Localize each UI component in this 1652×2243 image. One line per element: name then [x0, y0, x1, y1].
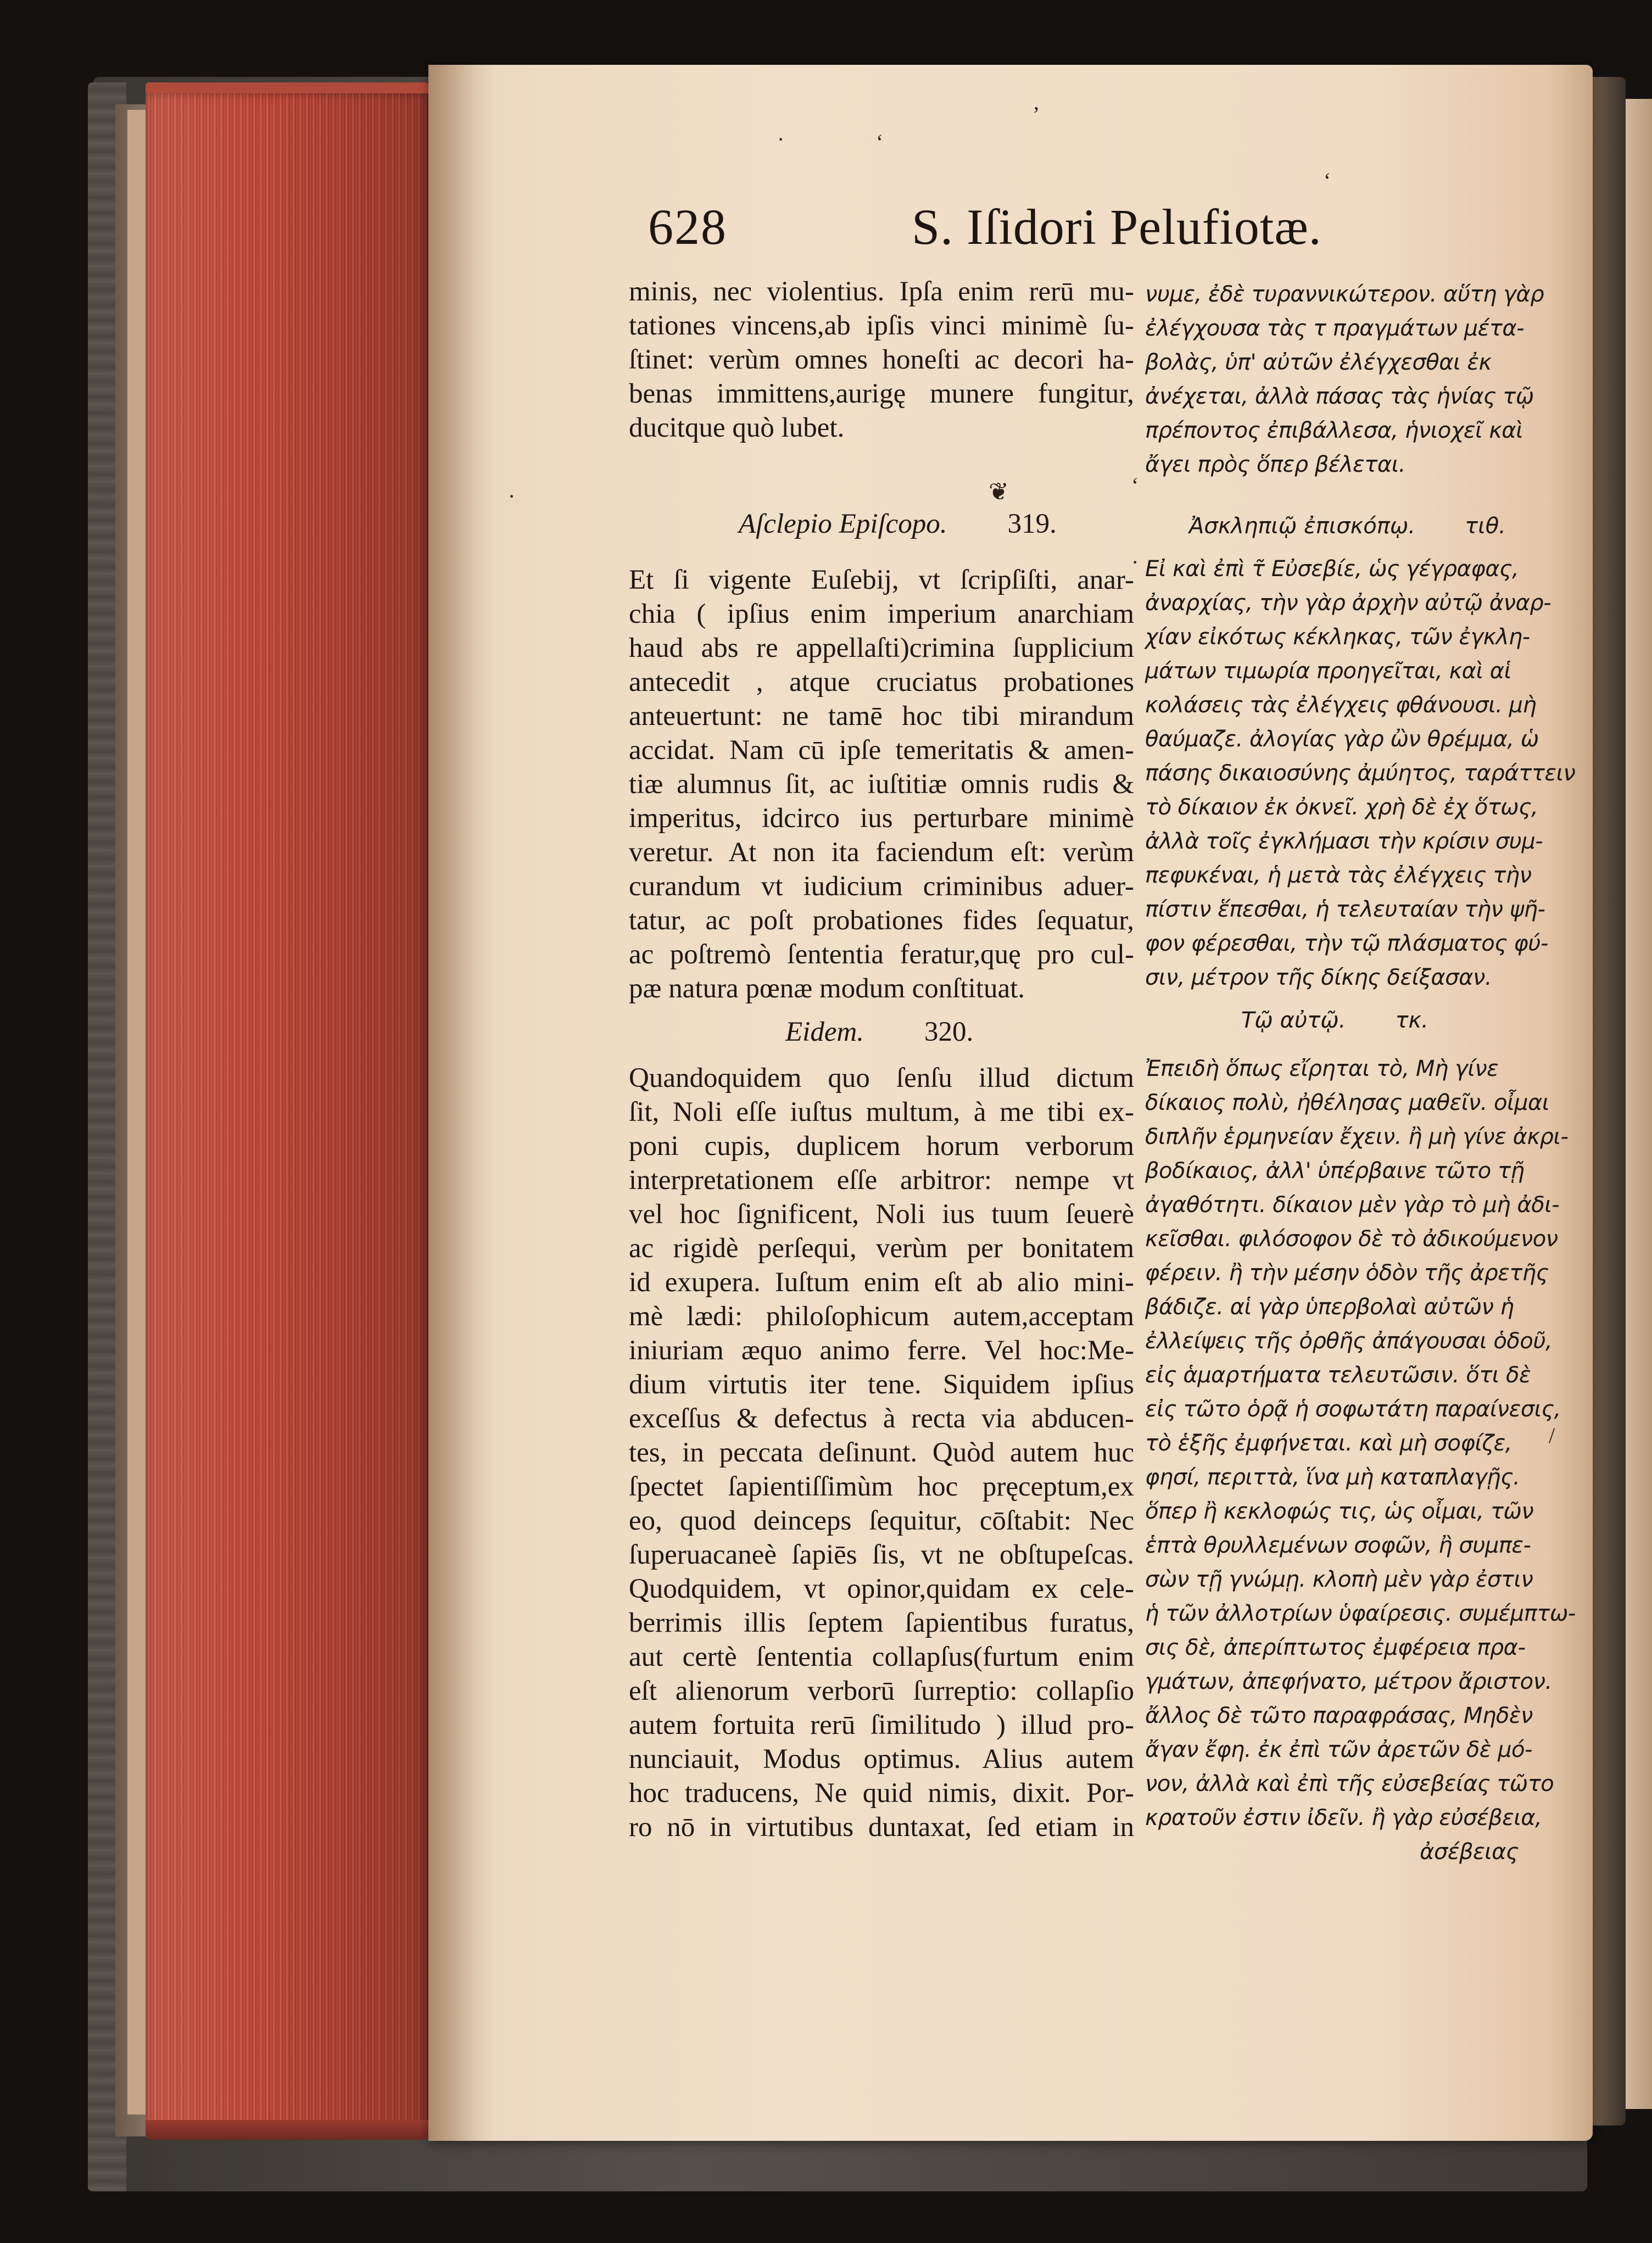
text-line: μάτων τιμωρία προηγεῖται, καὶ αἱ	[1145, 659, 1511, 684]
text-line: ὅπερ ἢ κεκλοφώς τις, ὡς οἶμαι, τῶν	[1145, 1499, 1534, 1524]
letter-number: 320.	[924, 1017, 974, 1047]
text-line: ἀναρχίας, τὴν γὰρ ἀρχὴν αὐτῷ ἀναρ-	[1145, 590, 1551, 616]
text-line: iniuriam æquo animo ferre. Vel hoc:Me-	[629, 1335, 1134, 1366]
text-line: ſuperuacaneè ſapiēs ſis, vt ne obſtupeſcas.	[629, 1539, 1134, 1570]
text-line: φησί, περιττὰ, ἵνα μὴ καταπλαγῇς.	[1145, 1465, 1520, 1490]
text-line: ſtinet: verùm omnes honeſti ac decori ha-	[629, 344, 1134, 375]
greek-letter-319	[1145, 552, 1576, 995]
ink-speck: ʻ	[876, 130, 884, 154]
running-head	[648, 198, 1362, 269]
letter-320-heading-greek	[1241, 1008, 1428, 1033]
text-line: κεῖσθαι. φιλόσοφον δὲ τὸ ἀδικούμενον	[1145, 1226, 1558, 1252]
greek-intro-paragraph	[1145, 277, 1544, 482]
text-line: εἰς ἁμαρτήματα τελευτῶσιν. ὅτι δὲ	[1145, 1363, 1531, 1388]
text-line: autem fortuita rerū ſimilitudo ) illud pro-	[629, 1710, 1134, 1740]
text-line: tatur, ac poſt probationes fides ſequatur,	[629, 905, 1134, 936]
text-line: ſpectet ſapientiſſimùm hoc pręceptum,ex	[629, 1471, 1134, 1502]
latin-letter-319	[629, 563, 1134, 1006]
text-line: σιν, μέτρον τῆς δίκης δείξασαν.	[1145, 965, 1492, 990]
text-line: ἐλλείψεις τῆς ὀρθῆς ἀπάγουσαι ὁδοῦ,	[1145, 1329, 1553, 1354]
text-line: ἄγαν ἔφη. ἐκ ἐπὶ τῶν ἀρετῶν δὲ μό-	[1145, 1737, 1532, 1762]
text-line: veretur. At non ita faciendum eſt: verùm	[629, 837, 1134, 868]
text-line: ac rigidè perſequi, verùm per bonitatem	[629, 1233, 1134, 1264]
text-line: eo, quod deinceps ſequitur, cōſtabit: Nec	[629, 1505, 1134, 1536]
letter-number: τιθ.	[1465, 514, 1506, 539]
page-number: 628	[648, 199, 727, 255]
text-line: τὸ ἑξῆς ἐμφήνεται. καὶ μὴ σοφίζε,	[1145, 1431, 1512, 1456]
gutter-shadow	[428, 65, 494, 2141]
letter-319-heading-greek	[1189, 514, 1506, 539]
text-line: πάσης δικαιοσύνης ἀμύητος, ταράττειν	[1145, 761, 1576, 786]
text-line: ἀνέχεται, ἀλλὰ πάσας τὰς ἡνίας τῷ	[1145, 384, 1534, 409]
text-line: βολὰς, ὑπ' αὐτῶν ἐλέγχεσθαι ἐκ	[1145, 350, 1492, 375]
text-line: ſit, Noli eſſe iuſtus multum, à me tibi ex-	[629, 1097, 1134, 1128]
text-line: νον, ἀλλὰ καὶ ἐπὶ τῆς εὐσεβείας τῶτο	[1145, 1771, 1554, 1796]
text-line: φον φέρεσθαι, τὴν τῷ πλάσματος φύ-	[1145, 931, 1548, 956]
text-line: θαύμαζε. ἀλογίας γὰρ ὢν θρέμμα, ὡ	[1145, 727, 1539, 752]
page-fold-shadow	[1593, 77, 1626, 2125]
text-line: Et ſi vigente Euſebij, vt ſcripſiſti, anar-	[629, 565, 1134, 595]
letter-addressee: Ἀσκληπιῷ ἐπισκόπῳ.	[1189, 514, 1416, 539]
text-line: berrimis illis ſeptem ſapientibus furatus,	[629, 1608, 1134, 1638]
latin-intro-paragraph	[629, 275, 1134, 445]
text-line: id exupera. Iuſtum enim eſt ab alio mini-	[629, 1267, 1134, 1298]
text-line: σὼν τῇ γνώμῃ. κλοπὴ μὲν γὰρ ἐστιν	[1145, 1567, 1533, 1592]
ink-speck: ʻ	[1131, 473, 1139, 498]
text-line: Ἐπειδὴ ὅπως εἴρηται τὸ, Μὴ γίνε	[1145, 1056, 1499, 1081]
text-line: διπλῆν ἑρμηνείαν ἔχειν. ἢ μὴ γίνε ἀκρι-	[1145, 1124, 1569, 1150]
text-line: anteuertunt: ne tamē hoc tibi mirandum	[629, 701, 1134, 732]
text-line: ἀλλὰ τοῖς ἐγκλήμασι τὴν κρίσιν συμ-	[1145, 829, 1543, 854]
text-line: ἐλέγχουσα τὰς τ πραγμάτων μέτα-	[1145, 316, 1525, 341]
letter-addressee: Eidem.	[785, 1017, 864, 1047]
text-line: imperitus, idcirco ius perturbare minimè	[629, 803, 1134, 834]
text-line: πίστιν ἕπεσθαι, ἡ τελευταίαν τὴν ψῆ-	[1145, 897, 1545, 922]
text-line: benas immittens,aurigę munere fungitur,	[629, 378, 1134, 409]
text-line: dium virtutis iter tene. Siquidem ipſius	[629, 1369, 1134, 1400]
text-line: Quodquidem, vt opinor,quidam ex cele-	[629, 1574, 1134, 1604]
text-line: vel hoc ſignificent, Noli ius tuum ſeuerè	[629, 1199, 1134, 1230]
letter-addressee: Τῷ αὐτῷ.	[1241, 1008, 1346, 1033]
text-line: ἄλλος δὲ τῶτο παραφράσας, Μηδὲν	[1145, 1703, 1533, 1728]
text-line: τὸ δίκαιον ἐκ ὀκνεῖ. χρὴ δὲ ἐχ ὅτως,	[1145, 795, 1538, 820]
text-line: aut certè ſententia collapſus(furtum enim	[629, 1642, 1134, 1672]
text-line: σις δὲ, ἀπερίπτωτος ἐμφέρεια πρα-	[1145, 1635, 1526, 1660]
text-line: ἑπτὰ θρυλλεμένων σοφῶν, ἢ συμπε-	[1145, 1533, 1531, 1558]
text-line: ducitque quò lubet.	[629, 412, 845, 443]
text-line: haud abs re appellaſti)crimina ſupplicium	[629, 633, 1134, 663]
text-line: Εἰ καὶ ἐπὶ τ̃ Εὐσεβίε, ὡς γέγραφας,	[1145, 556, 1519, 582]
text-line: curandum vt iudicium criminibus aduer-	[629, 871, 1134, 902]
text-line: κολάσεις τὰς ἐλέγχεις φθάνουσι. μὴ	[1145, 693, 1537, 718]
ink-speck: ·	[508, 484, 516, 509]
text-line: mè lædi: philoſophicum autem,acceptam	[629, 1301, 1134, 1332]
text-line: antecedit , atque cruciatus probationes	[629, 667, 1134, 698]
ink-speck: ʼ	[1032, 102, 1040, 127]
ink-speck: ·	[1131, 550, 1139, 574]
text-line: ἄγει πρὸς ὅπερ βέλεται.	[1145, 452, 1405, 477]
text-line: accidat. Nam cū ipſe temeritatis & amen-	[629, 735, 1134, 766]
running-title: S. Iſidori Pelufiotæ.	[912, 199, 1322, 255]
text-line: πεφυκέναι, ἡ μετὰ τὰς ἐλέγχεις τὴν	[1145, 863, 1532, 888]
letter-addressee: Aſclepio Epiſcopo.	[739, 509, 947, 539]
text-line: νυμε, ἐδὲ τυραννικώτερον. αὕτη γὰρ	[1145, 282, 1544, 307]
text-line: interpretationem eſſe arbitror: nempe vt	[629, 1165, 1134, 1196]
pencil-mark: /	[1549, 1423, 1555, 1448]
text-line: exceſſus & defectus à recta via abducen-	[629, 1403, 1134, 1434]
text-line: ἡ τῶν ἀλλοτρίων ὑφαίρεσις. συμέμπτω-	[1145, 1601, 1576, 1626]
catchword: ἀσέβειας	[1420, 1839, 1519, 1865]
text-line: ro nō in virtutibus duntaxat, ſed etiam in	[629, 1812, 1134, 1843]
text-line: χίαν εἰκότως κέκληκας, τῶν ἐγκλη-	[1145, 624, 1530, 650]
text-line: nunciauit, Modus optimus. Alius autem	[629, 1744, 1134, 1775]
text-line: pæ natura pœnæ modum conſtituat.	[629, 973, 1025, 1004]
section-mark: ❦	[989, 478, 1009, 505]
text-line: tiæ alumnus ſit, ac iuſtitiæ omnis rudis &	[629, 769, 1134, 800]
letter-320-heading-latin	[785, 1016, 973, 1048]
letter-319-heading-latin	[739, 508, 1057, 540]
text-line: Quandoquidem quo ſenſu illud dictum	[629, 1063, 1134, 1093]
text-line: φέρειν. ἢ τὴν μέσην ὁδὸν τῆς ἀρετῆς	[1145, 1260, 1549, 1286]
letter-number: τκ.	[1395, 1008, 1428, 1033]
text-line: tes, in peccata deſinunt. Quòd autem huc	[629, 1437, 1134, 1468]
text-line: minis, nec violentius. Ipſa enim rerū mu-	[629, 276, 1134, 307]
ink-speck: ·	[777, 127, 785, 152]
text-line: ac poſtremò ſententia feratur,quę pro cul-	[629, 939, 1134, 970]
text-line: γμάτων, ἀπεφήνατο, μέτρον ἄριστον.	[1145, 1669, 1552, 1694]
text-line: βάδιζε. αἱ γὰρ ὑπερβολαὶ αὐτῶν ἡ	[1145, 1295, 1514, 1320]
page-stack-shading	[146, 93, 428, 2131]
text-line: πρέποντος ἐπιβάλλεσα, ἡνιοχεῖ καὶ	[1145, 418, 1523, 443]
text-line: tationes vincens,ab ipſis vinci minimè ſu-	[629, 310, 1134, 341]
text-line: poni cupis, duplicem horum verborum	[629, 1131, 1134, 1162]
text-line: εἰς τῶτο ὁρᾷ ἡ σοφωτάτη παραίνεσις,	[1145, 1397, 1561, 1422]
greek-letter-320	[1145, 1052, 1576, 1869]
latin-letter-320	[629, 1061, 1134, 1844]
letter-number: 319.	[1007, 509, 1057, 539]
text-line: κρατοῦν ἐστιν ἰδεῖν. ἢ γὰρ εὐσέβεια,	[1145, 1805, 1542, 1831]
ink-speck: ʻ	[1324, 168, 1331, 193]
text-line: δίκαιος πολὺ, ἠθέλησας μαθεῖν. οἶμαι	[1145, 1090, 1549, 1115]
page-stack-bottom	[146, 2120, 428, 2140]
text-line: hoc traducens, Ne quid nimis, dixit. Por-	[629, 1778, 1134, 1809]
text-line: βοδίκαιος, ἀλλ' ὑπέρβαινε τῶτο τῇ	[1145, 1158, 1525, 1184]
text-line: chia ( ipſius enim imperium anarchiam	[629, 599, 1134, 629]
text-line: eſt alienorum verborū ſurreptio: collapſio	[629, 1676, 1134, 1706]
text-line: ἀγαθότητι. δίκαιον μὲν γὰρ τὸ μὴ ἀδι-	[1145, 1192, 1560, 1218]
